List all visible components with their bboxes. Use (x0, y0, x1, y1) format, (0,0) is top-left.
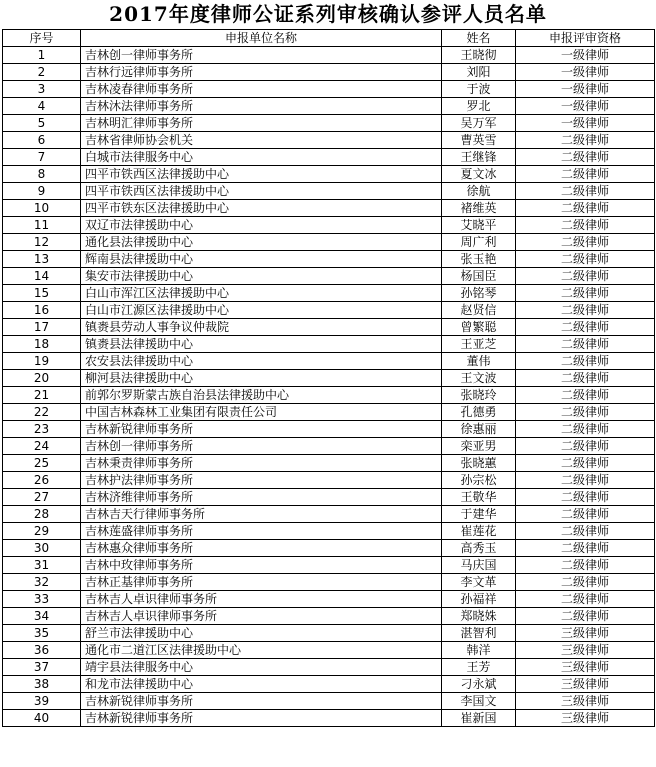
cell-unit: 四平市铁西区法律援助中心 (81, 166, 442, 183)
cell-name: 崔莲花 (442, 523, 516, 540)
cell-unit: 集安市法律援助中心 (81, 268, 442, 285)
table-row (3, 642, 655, 659)
header-qualification: 申报评审资格 (516, 30, 655, 47)
cell-no: 39 (3, 693, 81, 710)
cell-no: 4 (3, 98, 81, 115)
cell-unit: 舒兰市法律援助中心 (81, 625, 442, 642)
cell-qualification: 二级律师 (516, 217, 655, 234)
table-row (3, 319, 655, 336)
cell-no: 35 (3, 625, 81, 642)
cell-unit: 吉林吉人卓识律师事务所 (81, 608, 442, 625)
cell-qualification: 二级律师 (516, 336, 655, 353)
cell-qualification: 二级律师 (516, 251, 655, 268)
cell-no: 3 (3, 81, 81, 98)
table-row (3, 676, 655, 693)
roster-table (2, 29, 655, 727)
cell-unit: 吉林济维律师事务所 (81, 489, 442, 506)
header-row (3, 30, 655, 47)
cell-qualification: 三级律师 (516, 642, 655, 659)
cell-no: 27 (3, 489, 81, 506)
table-row (3, 659, 655, 676)
table-row (3, 608, 655, 625)
cell-no: 11 (3, 217, 81, 234)
cell-unit: 吉林创一律师事务所 (81, 438, 442, 455)
cell-no: 31 (3, 557, 81, 574)
cell-name: 孔德勇 (442, 404, 516, 421)
table-row (3, 98, 655, 115)
table-body (3, 47, 655, 727)
cell-qualification: 二级律师 (516, 132, 655, 149)
table-row (3, 710, 655, 727)
table-row (3, 421, 655, 438)
cell-unit: 镇赉县劳动人事争议仲裁院 (81, 319, 442, 336)
table-row (3, 591, 655, 608)
table-row (3, 115, 655, 132)
cell-unit: 吉林省律师协会机关 (81, 132, 442, 149)
cell-no: 37 (3, 659, 81, 676)
table-row (3, 200, 655, 217)
cell-no: 2 (3, 64, 81, 81)
cell-qualification: 二级律师 (516, 149, 655, 166)
cell-no: 40 (3, 710, 81, 727)
cell-name: 刘阳 (442, 64, 516, 81)
cell-no: 13 (3, 251, 81, 268)
cell-name: 王亚芝 (442, 336, 516, 353)
cell-unit: 白山市江源区法律援助中心 (81, 302, 442, 319)
cell-name: 栾亚男 (442, 438, 516, 455)
cell-name: 张玉艳 (442, 251, 516, 268)
table-row (3, 234, 655, 251)
cell-unit: 吉林新锐律师事务所 (81, 710, 442, 727)
cell-qualification: 二级律师 (516, 438, 655, 455)
cell-no: 9 (3, 183, 81, 200)
cell-unit: 吉林新锐律师事务所 (81, 421, 442, 438)
cell-no: 25 (3, 455, 81, 472)
cell-name: 李文革 (442, 574, 516, 591)
cell-unit: 吉林护法律师事务所 (81, 472, 442, 489)
cell-qualification: 一级律师 (516, 64, 655, 81)
cell-name: 艾晓平 (442, 217, 516, 234)
cell-qualification: 二级律师 (516, 574, 655, 591)
table-row (3, 285, 655, 302)
cell-no: 7 (3, 149, 81, 166)
cell-name: 张晓蕙 (442, 455, 516, 472)
cell-name: 王晓彻 (442, 47, 516, 64)
cell-unit: 双辽市法律援助中心 (81, 217, 442, 234)
cell-unit: 辉南县法律援助中心 (81, 251, 442, 268)
cell-name: 郑晓姝 (442, 608, 516, 625)
cell-unit: 吉林明汇律师事务所 (81, 115, 442, 132)
cell-qualification: 二级律师 (516, 353, 655, 370)
cell-qualification: 一级律师 (516, 98, 655, 115)
cell-unit: 四平市铁西区法律援助中心 (81, 183, 442, 200)
cell-qualification: 二级律师 (516, 404, 655, 421)
cell-qualification: 三级律师 (516, 659, 655, 676)
table-row (3, 472, 655, 489)
cell-no: 17 (3, 319, 81, 336)
cell-unit: 靖宇县法律服务中心 (81, 659, 442, 676)
cell-no: 1 (3, 47, 81, 64)
cell-unit: 农安县法律援助中心 (81, 353, 442, 370)
table-row (3, 523, 655, 540)
table-row (3, 489, 655, 506)
cell-name: 曾繁聪 (442, 319, 516, 336)
cell-name: 湛智利 (442, 625, 516, 642)
cell-name: 徐惠丽 (442, 421, 516, 438)
cell-no: 5 (3, 115, 81, 132)
cell-qualification: 二级律师 (516, 591, 655, 608)
cell-name: 吴万军 (442, 115, 516, 132)
cell-no: 34 (3, 608, 81, 625)
table-row (3, 455, 655, 472)
cell-unit: 镇赉县法律援助中心 (81, 336, 442, 353)
cell-name: 徐航 (442, 183, 516, 200)
table-row (3, 557, 655, 574)
table-row (3, 166, 655, 183)
cell-no: 14 (3, 268, 81, 285)
cell-name: 王文波 (442, 370, 516, 387)
cell-qualification: 二级律师 (516, 506, 655, 523)
cell-qualification: 二级律师 (516, 387, 655, 404)
cell-no: 15 (3, 285, 81, 302)
cell-name: 马庆国 (442, 557, 516, 574)
table-row (3, 404, 655, 421)
cell-name: 褚维英 (442, 200, 516, 217)
cell-no: 22 (3, 404, 81, 421)
page-title: 2017年度律师公证系列审核确认参评人员名单 (109, 2, 547, 26)
cell-qualification: 三级律师 (516, 625, 655, 642)
cell-qualification: 二级律师 (516, 489, 655, 506)
table-row (3, 183, 655, 200)
cell-unit: 白山市浑江区法律援助中心 (81, 285, 442, 302)
cell-qualification: 二级律师 (516, 370, 655, 387)
cell-qualification: 三级律师 (516, 693, 655, 710)
header-no: 序号 (3, 30, 81, 47)
cell-no: 12 (3, 234, 81, 251)
cell-unit: 吉林行远律师事务所 (81, 64, 442, 81)
cell-unit: 四平市铁东区法律援助中心 (81, 200, 442, 217)
cell-qualification: 二级律师 (516, 166, 655, 183)
cell-unit: 吉林沐法律师事务所 (81, 98, 442, 115)
cell-no: 16 (3, 302, 81, 319)
cell-unit: 吉林中玫律师事务所 (81, 557, 442, 574)
cell-no: 19 (3, 353, 81, 370)
table-row (3, 353, 655, 370)
cell-qualification: 二级律师 (516, 234, 655, 251)
cell-unit: 吉林吉人卓识律师事务所 (81, 591, 442, 608)
cell-unit: 吉林正基律师事务所 (81, 574, 442, 591)
cell-unit: 吉林秉责律师事务所 (81, 455, 442, 472)
table-row (3, 268, 655, 285)
cell-qualification: 三级律师 (516, 710, 655, 727)
cell-qualification: 一级律师 (516, 115, 655, 132)
cell-unit: 吉林凌春律师事务所 (81, 81, 442, 98)
cell-unit: 白城市法律服务中心 (81, 149, 442, 166)
cell-qualification: 二级律师 (516, 421, 655, 438)
cell-unit: 和龙市法律援助中心 (81, 676, 442, 693)
cell-qualification: 二级律师 (516, 302, 655, 319)
cell-name: 李国文 (442, 693, 516, 710)
table-row (3, 370, 655, 387)
cell-unit: 吉林惠众律师事务所 (81, 540, 442, 557)
cell-qualification: 二级律师 (516, 557, 655, 574)
cell-name: 王芳 (442, 659, 516, 676)
cell-qualification: 二级律师 (516, 523, 655, 540)
cell-unit: 通化市二道江区法律援助中心 (81, 642, 442, 659)
cell-name: 孙宗松 (442, 472, 516, 489)
table-row (3, 506, 655, 523)
table-row (3, 302, 655, 319)
cell-no: 8 (3, 166, 81, 183)
cell-name: 王敬华 (442, 489, 516, 506)
cell-qualification: 二级律师 (516, 608, 655, 625)
table-row (3, 336, 655, 353)
cell-unit: 通化县法律援助中心 (81, 234, 442, 251)
cell-qualification: 二级律师 (516, 540, 655, 557)
cell-unit: 吉林莲盛律师事务所 (81, 523, 442, 540)
cell-unit: 吉林新锐律师事务所 (81, 693, 442, 710)
cell-qualification: 一级律师 (516, 47, 655, 64)
cell-name: 杨国臣 (442, 268, 516, 285)
cell-no: 23 (3, 421, 81, 438)
cell-name: 赵贤信 (442, 302, 516, 319)
cell-no: 38 (3, 676, 81, 693)
cell-qualification: 二级律师 (516, 183, 655, 200)
cell-name: 周广利 (442, 234, 516, 251)
cell-name: 崔新国 (442, 710, 516, 727)
cell-unit: 吉林创一律师事务所 (81, 47, 442, 64)
cell-unit: 柳河县法律援助中心 (81, 370, 442, 387)
table-row (3, 693, 655, 710)
cell-name: 张晓玲 (442, 387, 516, 404)
cell-qualification: 一级律师 (516, 81, 655, 98)
cell-name: 刁永斌 (442, 676, 516, 693)
cell-qualification: 二级律师 (516, 200, 655, 217)
table-row (3, 149, 655, 166)
table-header (3, 30, 655, 47)
cell-no: 30 (3, 540, 81, 557)
cell-name: 罗北 (442, 98, 516, 115)
table-row (3, 64, 655, 81)
cell-name: 韩洋 (442, 642, 516, 659)
cell-no: 32 (3, 574, 81, 591)
cell-no: 29 (3, 523, 81, 540)
cell-no: 18 (3, 336, 81, 353)
cell-name: 于波 (442, 81, 516, 98)
cell-no: 21 (3, 387, 81, 404)
cell-unit: 中国吉林森林工业集团有限责任公司 (81, 404, 442, 421)
cell-no: 10 (3, 200, 81, 217)
cell-qualification: 二级律师 (516, 268, 655, 285)
cell-no: 24 (3, 438, 81, 455)
table-row (3, 540, 655, 557)
cell-qualification: 二级律师 (516, 285, 655, 302)
cell-name: 高秀玉 (442, 540, 516, 557)
cell-name: 董伟 (442, 353, 516, 370)
cell-qualification: 二级律师 (516, 319, 655, 336)
cell-name: 于建华 (442, 506, 516, 523)
cell-qualification: 二级律师 (516, 455, 655, 472)
cell-name: 曹英雪 (442, 132, 516, 149)
table-row (3, 217, 655, 234)
cell-no: 36 (3, 642, 81, 659)
header-name: 姓名 (442, 30, 516, 47)
table-row (3, 438, 655, 455)
cell-no: 33 (3, 591, 81, 608)
table-row (3, 387, 655, 404)
header-unit: 申报单位名称 (81, 30, 442, 47)
cell-no: 6 (3, 132, 81, 149)
table-row (3, 574, 655, 591)
table-row (3, 132, 655, 149)
cell-no: 28 (3, 506, 81, 523)
table-row (3, 81, 655, 98)
table-row (3, 251, 655, 268)
cell-qualification: 二级律师 (516, 472, 655, 489)
cell-name: 孙福祥 (442, 591, 516, 608)
cell-unit: 前郭尔罗斯蒙古族自治县法律援助中心 (81, 387, 442, 404)
cell-qualification: 三级律师 (516, 676, 655, 693)
cell-no: 26 (3, 472, 81, 489)
table-row (3, 625, 655, 642)
cell-name: 孙铭琴 (442, 285, 516, 302)
cell-no: 20 (3, 370, 81, 387)
cell-unit: 吉林吉天行律师事务所 (81, 506, 442, 523)
table-row (3, 47, 655, 64)
cell-name: 王继锋 (442, 149, 516, 166)
cell-name: 夏文冰 (442, 166, 516, 183)
